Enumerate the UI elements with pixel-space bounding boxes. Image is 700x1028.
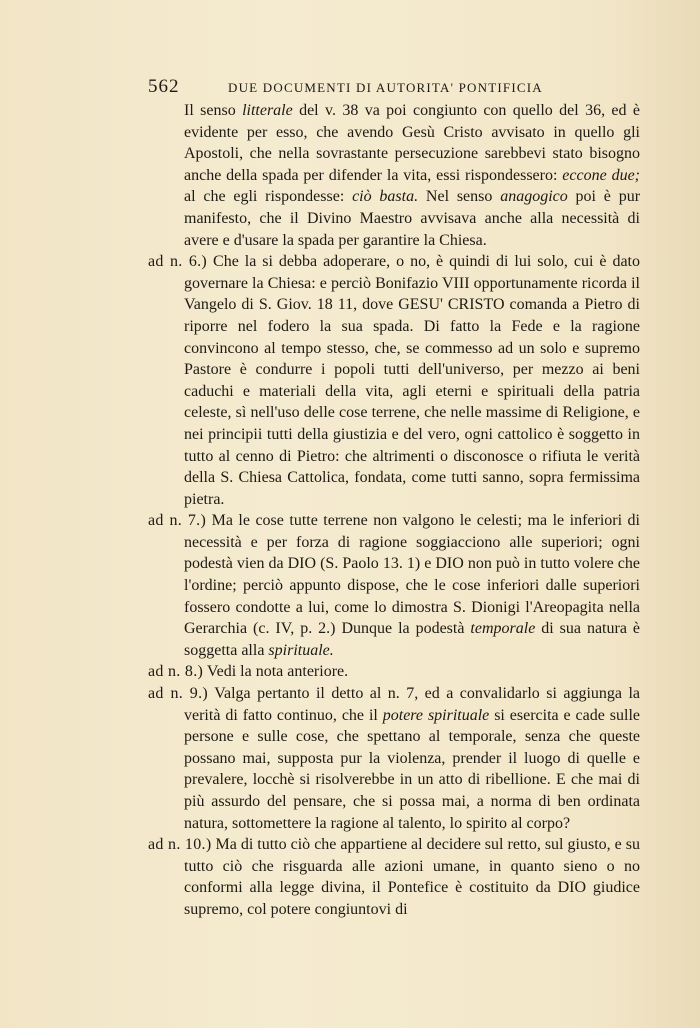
text-run: Il senso [184,102,243,119]
text-run: Nel senso [418,188,501,206]
text-run: del v. 38 va poi congiunto con quello del 36, ed è evidente per esso, che avendo Gesù Cristo avvisato in quello gli Apostoli, che nella sovrastante persecuzione sarebbevi stato bisogno anche della spada per difender la vita, essi rispondessero: [184,102,641,184]
note-reference: ad n. 7.) [148,512,207,530]
text-run: Ma le cose tutte terrene non valgono le celesti; ma le inferiori di necessità e per forza di ragione soggiacciono alle superiori; ogni podestà vien da DIO (S. Paolo 13. 1) e DIO non può in tutto volere che l'ordine; perciò appunto dispose, che le cose inferiori dalle superiori fossero condotte a lui, come lo dimostra S. Dionigi l'Areopagita nella Gerarchia (c. IV, p. 2.) Dunque la podestà [184,512,640,638]
page-header [148,76,638,98]
body-text [148,100,640,921]
text-run: di sua natura è soggetta alla [184,620,640,659]
note-reference: ad n. 6.) [148,253,208,271]
italic-text: ciò basta. [352,188,419,206]
text-run: si esercita e cade sulle persone e sulle cose, che spettano al temporale, senza che queste possano mai, supposta pur la violenza, prender il luogo di quelle e prevalere, locchè si risolverebbe in un atto di ribellione. E che mai di più assurdo del pensare, che si possa mai, a norma di ben ordinata natura, sottomettere la ragione al talento, lo spirito al corpo? [184,706,640,832]
note-reference: ad n. 9.) [148,685,209,703]
note-paragraph [148,661,640,683]
italic-text: anagogico [500,188,568,206]
note-reference: ad n. 10.) [148,836,212,854]
italic-text: temporale [470,620,536,638]
text-run: poi è pur manifesto, che il Divino Maestro avvisava anche alla necessità di avere e d'usare la spada per garantire la Chiesa. [184,188,641,249]
page-number: 562 [148,76,180,97]
note-paragraph [148,510,640,661]
note-paragraph [148,683,640,834]
text-run: Che la si debba adoperare, o no, è quindi di lui solo, cui è dato governare la Chiesa: e perciò Bonifazio VIII opportunamente ricorda il Vangelo di S. Giov. 18 11, dove GESU' CRISTO comanda a Pietro di riporre nel fodero la sua spada. Di fatto la Fede e la ragione convincono al tempo stesso, che, se commesso ad un solo e supremo Pastore è condurre i popoli tutti dell'universo, per mezzo ai beni caduchi e materiali della vita, agli eterni e spirituali della patria celeste, sì nell'uso delle cose terrene, che nelle massime di Religione, e nei principii tutti della giustizia e del vero, ogni cattolico è soggetto in tutto al cenno di Pietro: che altrimenti o disconosce o rifiuta le verità della S. Chiesa Cattolica, fondata, come tutti sanno, sopra fermissima pietra. [184,253,640,508]
running-title: DUE DOCUMENTI DI AUTORITA' PONTIFICIA [228,80,543,95]
continuation-paragraph [148,100,640,251]
text-run: Valga pertanto il detto al n. 7, ed a convalidarlo si aggiunga la verità di fatto continuo, che il [184,685,640,724]
note-reference: ad n. 8.) [148,663,204,681]
italic-text: potere spirituale [382,706,490,724]
italic-text: litterale [242,102,293,119]
text-run: Ma di tutto ciò che appartiene al decidere sul retto, sul giusto, e su tutto ciò che risguarda alle azioni umane, in quanto sieno o no conformi alla legge divina, il Pontefice è costituito da DIO giudice supremo, col potere congiuntovi di [184,836,640,918]
text-run: Vedi la nota anteriore. [203,663,349,681]
note-paragraph [148,251,640,510]
italic-text: spirituale. [268,641,334,659]
text-run: al che egli rispondesse: [184,188,353,206]
note-paragraph [148,834,640,920]
italic-text: eccone due; [562,166,640,184]
